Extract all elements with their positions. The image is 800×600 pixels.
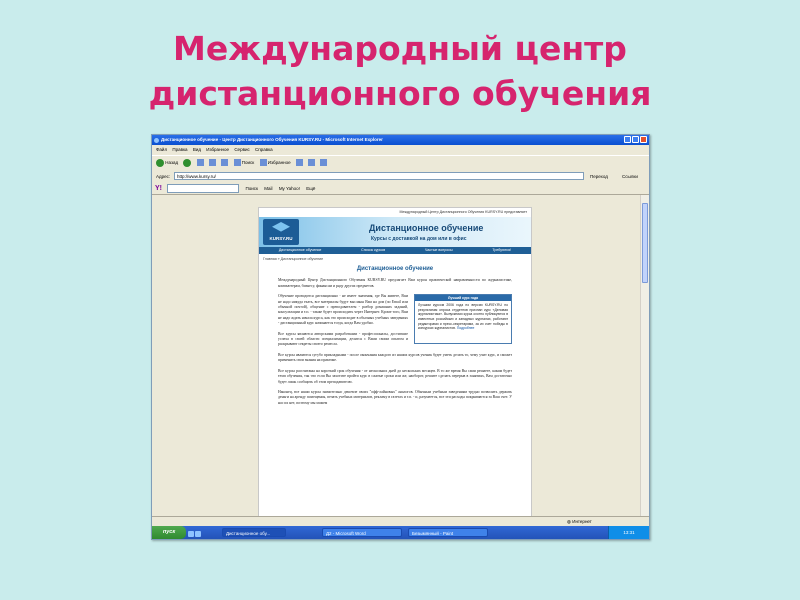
yahoo-mail-button[interactable]: Mail	[264, 186, 273, 191]
best-course-text: Лучшим курсом 2006 года по версии KURSY.RU по результатам опроса студентов признан курс «Деловая журналистика». Выпускники курса охотно публикуются в известных российских и западных журналах, работают редакторами и пресс-секретарями, за их счет победы в конкурсах журналистов.	[418, 303, 508, 331]
print-button[interactable]	[320, 156, 327, 169]
clock: 13:31	[623, 530, 635, 535]
window-titlebar	[152, 135, 649, 145]
best-course-header: Лучший курс года	[415, 295, 511, 301]
address-label: Адрес:	[156, 174, 171, 179]
status-bar	[152, 516, 649, 526]
favorites-label: Избранное	[267, 160, 291, 165]
ie-icon	[154, 138, 159, 143]
yahoo-search-input[interactable]	[167, 184, 239, 193]
forward-arrow-icon	[183, 159, 191, 167]
nav-vacancies[interactable]: Требуются!	[492, 248, 512, 252]
task-browser[interactable]: Дистанционное обу...	[222, 528, 286, 537]
search-button[interactable]	[234, 156, 255, 169]
paragraph: Все курсы являются сугубо прикладными - после окончания каждого из наших курсов ученик будет уметь делать то, чему учит курс, и сможет применить свои знания на практике.	[278, 352, 512, 363]
menu-help[interactable]: Справка	[255, 147, 273, 152]
mail-icon	[308, 159, 315, 166]
paragraph: Международный Центр Дистанционного Обучения KURSY.RU предлагает Вам курсы практической направленности по журналистике, компьютерам, бизнесу, финансам и ряду других предметов.	[278, 278, 512, 288]
internet-zone	[567, 517, 592, 526]
yahoo-search-button[interactable]: Поиск	[245, 186, 259, 191]
yahoo-more-button[interactable]: Ещё	[306, 186, 316, 191]
maximize-icon[interactable]	[632, 136, 639, 143]
taskbar	[152, 526, 649, 539]
task-paint[interactable]: Безымянный - Paint	[408, 528, 488, 537]
slide-title-line-2: дистанционного обучения	[148, 74, 652, 113]
links-button[interactable]: Ссылки	[622, 174, 638, 179]
back-arrow-icon	[156, 159, 164, 167]
refresh-button[interactable]	[209, 156, 216, 169]
site-banner	[259, 217, 531, 247]
star-icon	[260, 159, 267, 166]
history-button[interactable]	[296, 156, 303, 169]
paragraph: Обучение проводится дистанционно - не имеет значения, где Вы живете, Вам не надо никуда ехать, все материалы будут высланы Вам на дом (по Email или обычной почтой), общение с преподавателем - разбор домашних заданий, консультации и т.п. - также будет происходить через Интернет. Кроме того, Вам не надо ждать начала курса, как это происходит в обычных учебных заведениях - дистанционный курс начинается тогда, когда Вам удобно.	[278, 294, 408, 326]
address-input[interactable]: http://www.kursy.ru/	[174, 172, 584, 180]
address-bar	[152, 171, 649, 182]
home-icon	[221, 159, 228, 166]
web-page	[258, 207, 532, 516]
stop-button[interactable]	[197, 156, 204, 169]
menu-tools[interactable]: Сервис	[234, 147, 250, 152]
banner-subtitle: Курсы с доставкой на дом или в офис	[371, 236, 467, 242]
scrollbar-thumb[interactable]	[642, 203, 648, 283]
site-nav	[259, 247, 531, 254]
breadcrumb[interactable]: Главная » Дистанционное обучение	[263, 257, 324, 261]
banner-title: Дистанционное обучение	[369, 223, 484, 233]
back-button[interactable]	[156, 156, 178, 169]
home-button[interactable]	[221, 156, 228, 169]
slide-title-line-1: Международный центр	[173, 29, 627, 68]
task-word[interactable]: Д2 - Microsoft Word	[322, 528, 402, 537]
go-button[interactable]: Переход	[590, 174, 608, 179]
page-heading: Дистанционное обучение	[356, 266, 434, 272]
print-icon	[320, 159, 327, 166]
mail-button[interactable]	[308, 156, 315, 169]
forward-button[interactable]	[183, 156, 191, 169]
search-label: Поиск	[241, 160, 255, 165]
favorites-button[interactable]	[260, 156, 291, 169]
site-logo[interactable]	[263, 219, 299, 245]
nav-course-list[interactable]: Список курсов	[361, 248, 386, 252]
yahoo-toolbar	[152, 183, 649, 195]
paragraph: Наконец, все наши курсы значительно дешевле своих "офф-лайновых" аналогов. Обычным учебным заведениям трудно позволить держать деньги на аренду помещения, печать учебных материалов, рекламу в газетах и т.п. - и, разумеется, все эти расходы покрываются за Ваш счет. У нас их нет, поэтому мы можем	[278, 389, 512, 405]
best-course-box	[414, 294, 512, 344]
close-icon[interactable]	[640, 136, 647, 143]
globe-icon: ◍	[567, 519, 571, 524]
menu-edit[interactable]: Правка	[172, 147, 188, 152]
slide-title	[0, 26, 800, 116]
graduation-cap-icon	[272, 222, 290, 234]
browser-screenshot	[151, 134, 650, 540]
best-course-body	[415, 301, 511, 333]
menu-file[interactable]: Файл	[156, 147, 168, 152]
ie-quicklaunch-icon[interactable]	[195, 531, 201, 537]
window-title: Дистанционное обучение - Центр Дистанционного Обучения KURSY.RU - Microsoft Internet Explorer	[161, 137, 383, 142]
yahoo-logo[interactable]: Y!	[155, 185, 162, 192]
back-label: Назад	[165, 160, 179, 165]
start-button[interactable]: пуск	[152, 526, 186, 539]
nav-faq[interactable]: Частые вопросы	[424, 248, 453, 252]
browser-viewport	[152, 195, 640, 516]
page-content	[259, 267, 531, 406]
paragraph: Все курсы рассчитаны на короткий срок обучения - от нескольких дней до нескольких месяцев. В то же время Вы сами решаете, каким будет темп обучения, так что если Вы захотите пройти курс в сжатые сроки или же, наоборот, решите сделать перерыв в занятиях, Вам достаточно будет лишь сообщить об этом преподавателю.	[278, 368, 512, 384]
search-icon	[234, 159, 241, 166]
stop-icon	[197, 159, 204, 166]
nav-distance-learning[interactable]: Дистанционное обучение	[278, 248, 322, 252]
site-brand: KURSY.RU	[269, 236, 293, 241]
minimize-icon[interactable]	[624, 136, 631, 143]
menu-favorites[interactable]: Избранное	[206, 147, 230, 152]
paragraph: Все курсы являются авторскими разработками - профессионалы, достигшие успеха в своей области специализации, делятся с Вами своим опытом и раскрывают секреты своего ремесла.	[278, 331, 408, 347]
system-tray	[608, 526, 649, 539]
menu-bar	[152, 145, 649, 154]
vertical-scrollbar[interactable]	[640, 195, 650, 516]
toolbar	[152, 155, 649, 169]
quick-launch	[188, 529, 202, 540]
my-yahoo-button[interactable]: My Yahoo!	[278, 186, 300, 191]
history-icon	[296, 159, 303, 166]
best-course-more-link[interactable]: Подробнее	[456, 326, 475, 331]
site-top-note: Международный Центр Дистанционного Обучения KURSY.RU представляет	[399, 210, 527, 214]
internet-zone-label: Интернет	[572, 519, 592, 524]
menu-view[interactable]: Вид	[192, 147, 201, 152]
desktop-icon[interactable]	[188, 531, 194, 537]
refresh-icon	[209, 159, 216, 166]
